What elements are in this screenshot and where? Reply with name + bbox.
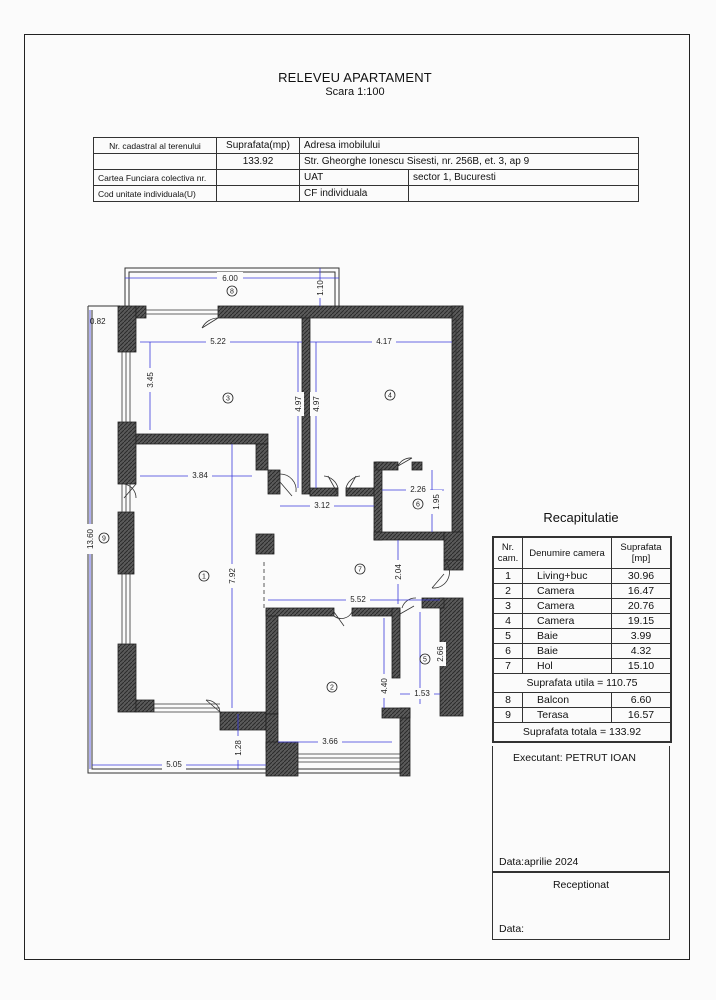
receptionat-label: Receptionat bbox=[552, 879, 610, 891]
scale-label: Scara 1:100 bbox=[325, 86, 385, 98]
dim-366: 3.66 bbox=[322, 737, 338, 746]
cf-value bbox=[409, 186, 639, 202]
dim-440: 4.40 bbox=[380, 678, 389, 694]
property-info-table bbox=[93, 137, 639, 202]
room-6-marker: 6 bbox=[416, 501, 420, 509]
dim-128: 1.28 bbox=[234, 740, 243, 756]
executant-label: Executant: PETRUT IOAN bbox=[513, 752, 636, 764]
dim-792: 7.92 bbox=[228, 568, 237, 584]
dim-497a: 4.97 bbox=[294, 396, 303, 412]
address-value: Str. Gheorghe Ionescu Sisesti, nr. 256B, et. 3, ap 9 bbox=[300, 154, 639, 170]
dim-417: 4.17 bbox=[376, 337, 392, 346]
dim-505: 5.05 bbox=[166, 760, 182, 769]
table-row: 2 Camera 16.47 bbox=[494, 584, 671, 599]
dim-266: 2.66 bbox=[436, 646, 445, 662]
executant-date: Data:aprilie 2024 bbox=[499, 856, 579, 868]
table-row: 6 Baie 4.32 bbox=[494, 644, 671, 659]
room-3-marker: 3 bbox=[226, 395, 230, 403]
dim-195: 1.95 bbox=[432, 494, 441, 510]
room-2-marker: 2 bbox=[330, 684, 334, 692]
land-book-value bbox=[217, 170, 300, 186]
header-name: Denumire camera bbox=[523, 538, 612, 569]
floor-plan bbox=[80, 262, 472, 782]
dim-226: 2.26 bbox=[410, 485, 426, 494]
table-row: 3 Camera 20.76 bbox=[494, 599, 671, 614]
header-nr: Nr. cam. bbox=[494, 538, 523, 569]
dim-153: 1.53 bbox=[414, 689, 430, 698]
room-9-marker: 9 bbox=[102, 535, 106, 543]
dim-110: 1.10 bbox=[316, 280, 325, 296]
dim-1360: 13.60 bbox=[86, 528, 95, 550]
receptionat-box bbox=[492, 872, 670, 940]
dim-312: 3.12 bbox=[314, 501, 330, 510]
cadastral-label: Nr. cadastral al terenului bbox=[94, 138, 217, 154]
recap-title: Recapitulatie bbox=[543, 510, 619, 525]
land-book-label: Cartea Funciara colectiva nr. bbox=[94, 170, 217, 186]
table-row: 4 Camera 19.15 bbox=[494, 614, 671, 629]
room-4-marker: 4 bbox=[388, 392, 392, 400]
total-area: Suprafata totala = 133.92 bbox=[494, 723, 671, 742]
room-8-marker: 8 bbox=[230, 288, 234, 296]
dim-522: 5.22 bbox=[210, 337, 226, 346]
table-row: 8 Balcon 6.60 bbox=[494, 693, 671, 708]
table-row: 9 Terasa 16.57 bbox=[494, 708, 671, 723]
room-1-marker: 1 bbox=[202, 573, 206, 581]
header-area: Suprafata [mp] bbox=[612, 538, 671, 569]
table-row: 1 Living+buc 30.96 bbox=[494, 569, 671, 584]
executant-box bbox=[492, 746, 670, 872]
dim-345: 3.45 bbox=[146, 372, 155, 388]
recap-table bbox=[492, 536, 672, 743]
page-title: RELEVEU APARTAMENT bbox=[278, 70, 432, 85]
dim-497b: 4.97 bbox=[312, 396, 321, 412]
unit-code-value bbox=[217, 186, 300, 202]
walls bbox=[118, 306, 463, 776]
room-7-marker: 7 bbox=[358, 566, 362, 574]
uat-value: sector 1, Bucuresti bbox=[409, 170, 639, 186]
dim-082: 0.82 bbox=[90, 317, 106, 326]
area-value: 133.92 bbox=[217, 154, 300, 170]
area-label: Suprafata(mp) bbox=[217, 138, 300, 154]
cf-label: CF individuala bbox=[300, 186, 409, 202]
address-label: Adresa imobilului bbox=[300, 138, 639, 154]
dim-384: 3.84 bbox=[192, 471, 208, 480]
dim-600: 6.00 bbox=[222, 274, 238, 283]
unit-code-label: Cod unitate individuala(U) bbox=[94, 186, 217, 202]
uat-label: UAT bbox=[300, 170, 409, 186]
room-5-marker: 5 bbox=[423, 656, 427, 664]
dim-552: 5.52 bbox=[350, 595, 366, 604]
table-row: 5 Baie 3.99 bbox=[494, 629, 671, 644]
cadastral-value bbox=[94, 154, 217, 170]
usable-area-total: Suprafata utila = 110.75 bbox=[494, 674, 671, 693]
receptionat-date: Data: bbox=[499, 923, 525, 935]
table-row: 7 Hol 15.10 bbox=[494, 659, 671, 674]
dim-204: 2.04 bbox=[394, 564, 403, 580]
